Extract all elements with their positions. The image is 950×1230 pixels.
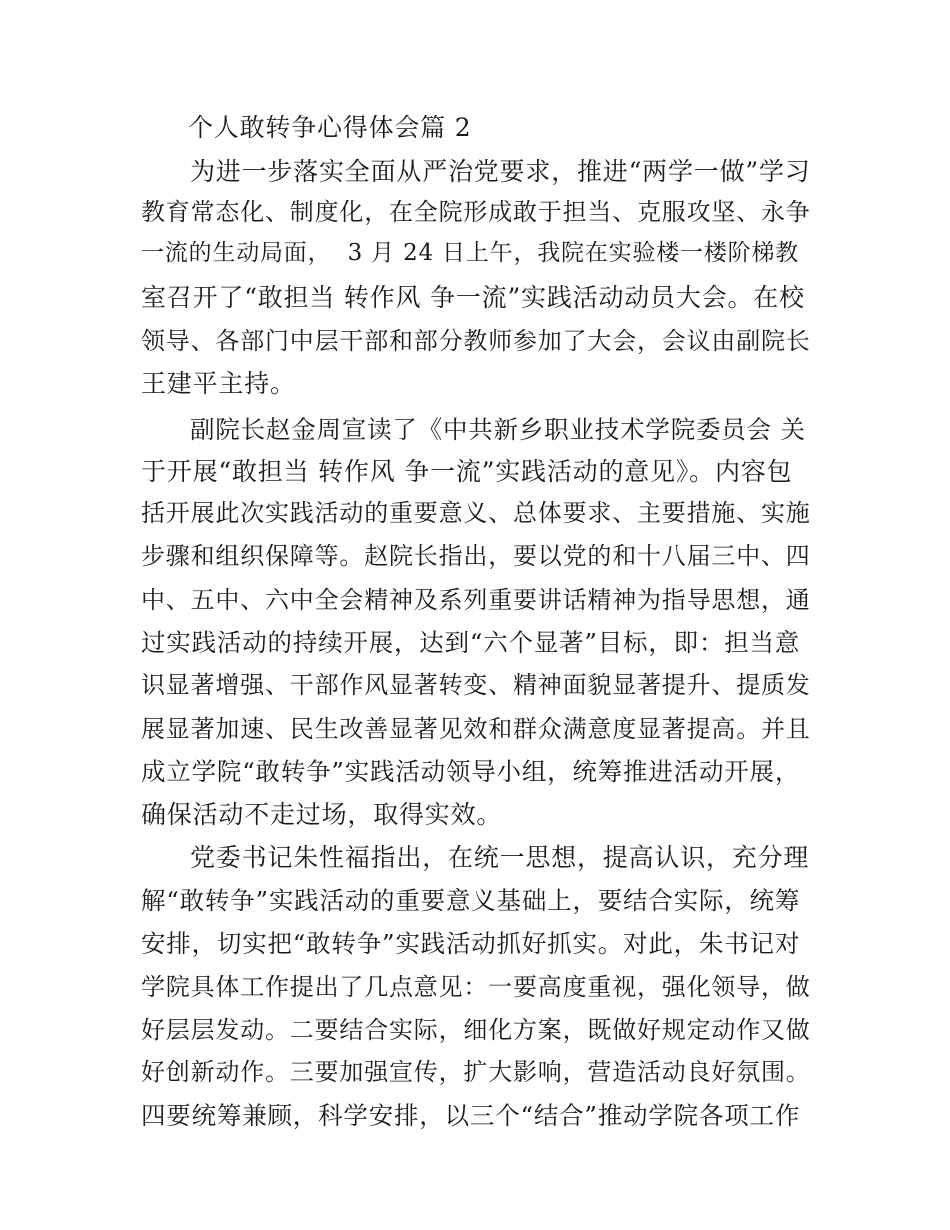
paragraph-line: 安排，切实把“敢转争”实践活动抓好抓实。对此，朱书记对 [141,929,801,958]
paragraph-line: 副院长赵金周宣读了《中共新乡职业技术学院委员会 关 [190,415,806,444]
paragraph-line: 好创新动作。三要加强宣传，扩大影响，营造活动良好氛围。 [141,1058,811,1086]
paragraph-line: 于开展“敢担当 转作风 争一流”实践活动的意见》。内容包 [141,457,793,486]
paragraph-line: 领导、各部门中层干部和部分教师参加了大会，会议由副院长 [141,327,811,355]
document-title: 个人敢转争心得体会篇 2 [188,113,472,142]
paragraph-line: 党委书记朱性福指出，在统一思想，提高认识，充分理 [190,843,810,872]
paragraph-line: 中、五中、六中全会精神及系列重要讲话精神为指导思想，通 [141,586,811,614]
paragraph-line: 好层层发动。二要结合实际，细化方案，既做好规定动作又做 [141,1016,811,1044]
paragraph-line: 教育常态化、制度化，在全院形成敢于担当、克服攻坚、永争 [141,198,811,226]
paragraph-line: 王建平主持。 [141,369,296,398]
paragraph-line: 为进一步落实全面从严治党要求，推进“两学一做”学习 [190,157,811,186]
paragraph-line: 识显著增强、干部作风显著转变、精神面貌显著提升、提质发 [141,671,811,699]
paragraph-line: 一流的生动局面， 3 月 24 日上午，我院在实验楼一楼阶梯教 [141,240,800,266]
paragraph-line: 展显著加速、民生改善显著见效和群众满意度显著提高。并且 [141,715,811,743]
paragraph-line: 成立学院“敢转争”实践活动领导小组，统筹推进活动开展， [141,757,801,786]
paragraph-line: 过实践活动的持续开展，达到“六个显著”目标，即：担当意 [141,628,801,657]
paragraph-line: 学院具体工作提出了几点意见：一要高度重视，强化领导，做 [141,973,811,1001]
paragraph-line: 解“敢转争”实践活动的重要意义基础上，要结合实际，统筹 [141,886,801,915]
paragraph-line: 确保活动不走过场，取得实效。 [141,800,503,829]
paragraph-line: 四要统筹兼顾，科学安排，以三个“结合”推动学院各项工作 [141,1101,801,1130]
paragraph-line: 步骤和组织保障等。赵院长指出，要以党的和十八届三中、四 [141,542,811,570]
paragraph-line: 室召开了“敢担当 转作风 争一流”实践活动动员大会。在校 [141,283,805,312]
paragraph-line: 括开展此次实践活动的重要意义、总体要求、主要措施、实施 [141,499,811,527]
